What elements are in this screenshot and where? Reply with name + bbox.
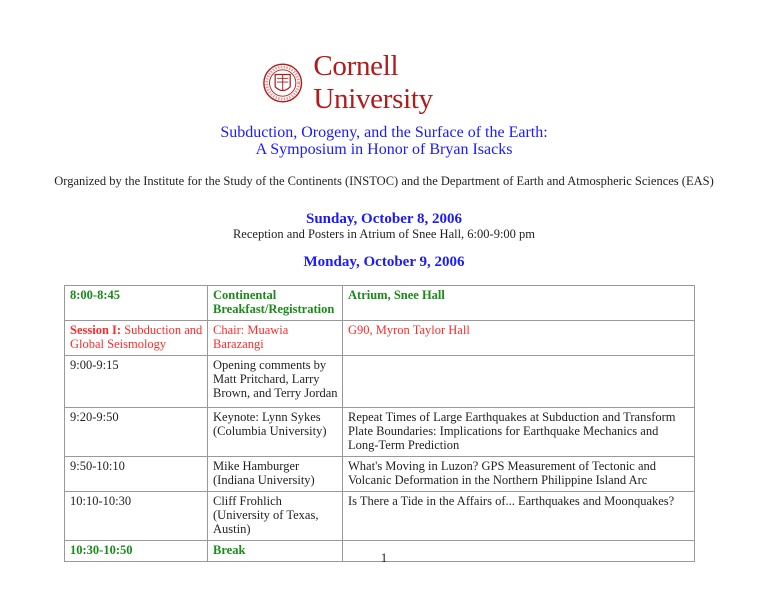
session-label: Session I: <box>70 323 122 337</box>
table-row <box>65 356 695 408</box>
table-row <box>65 321 695 356</box>
topic-cell: What's Moving in Luzon? GPS Measurement of Tectonic and Volcanic Deformation in the Northern Philippine Island Arc <box>343 457 695 492</box>
time-cell: 9:00-9:15 <box>65 356 208 408</box>
speaker-cell: Chair: Muawia Barazangi <box>208 321 343 356</box>
topic-cell: Atrium, Snee Hall <box>343 286 695 321</box>
logo-text: Cornell University <box>313 50 433 115</box>
speaker-cell: Continental Breakfast/Registration <box>208 286 343 321</box>
table-row <box>65 492 695 541</box>
cornell-seal-icon <box>262 61 303 105</box>
speaker-cell: Break <box>208 541 343 562</box>
cornell-logo <box>262 50 512 115</box>
monday-heading: Monday, October 9, 2006 <box>303 254 465 270</box>
topic-cell: G90, Myron Taylor Hall <box>343 321 695 356</box>
organized-by: Organized by the Institute for the Study of the Continents (INSTOC) and the Department of Earth and Atmospheric Sciences (EAS) <box>54 174 714 188</box>
speaker-cell: Keynote: Lynn Sykes (Columbia University) <box>208 408 343 457</box>
title-line-2: A Symposium in Honor of Bryan Isacks <box>255 141 513 158</box>
topic-cell <box>343 356 695 408</box>
table-row <box>65 286 695 321</box>
session-title: Subduction and Global Seismology <box>70 323 203 351</box>
table-row <box>65 408 695 457</box>
speaker-cell: Mike Hamburger (Indiana University) <box>208 457 343 492</box>
sunday-note: Reception and Posters in Atrium of Snee Hall, 6:00-9:00 pm <box>232 227 536 241</box>
page-number: 1 <box>380 550 388 565</box>
time-cell: 9:20-9:50 <box>65 408 208 457</box>
time-cell: 10:30-10:50 <box>65 541 208 562</box>
schedule-table <box>64 285 695 562</box>
title-line-1: Subduction, Orogeny, and the Surface of the Earth: <box>220 124 548 141</box>
session-cell <box>65 321 208 356</box>
table-row <box>65 457 695 492</box>
time-cell: 8:00-8:45 <box>65 286 208 321</box>
speaker-cell: Cliff Frohlich (University of Texas, Austin) <box>208 492 343 541</box>
speaker-cell: Opening comments by Matt Pritchard, Larry Brown, and Terry Jordan <box>208 356 343 408</box>
sunday-heading: Sunday, October 8, 2006 <box>306 211 462 227</box>
topic-cell: Repeat Times of Large Earthquakes at Subduction and Transform Plate Boundaries: Implications for Earthquake Mechanics and Long-Term Prediction <box>343 408 695 457</box>
time-cell: 9:50-10:10 <box>65 457 208 492</box>
topic-cell: Is There a Tide in the Affairs of... Earthquakes and Moonquakes? <box>343 492 695 541</box>
time-cell: 10:10-10:30 <box>65 492 208 541</box>
